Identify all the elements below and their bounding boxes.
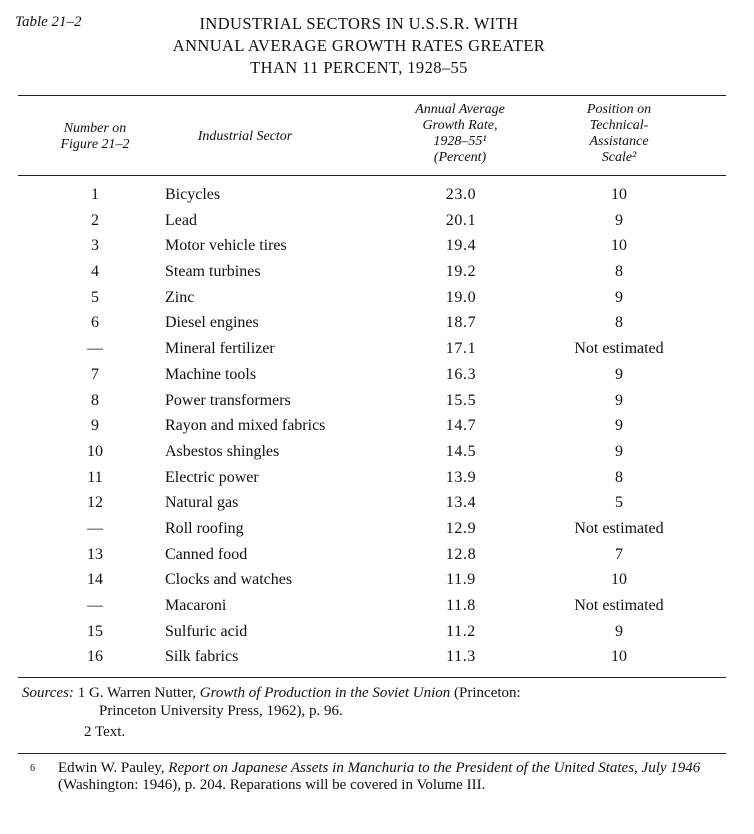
row-position: 9 bbox=[615, 443, 623, 460]
title-line-3: THAN 11 PERCENT, 1928–55 bbox=[250, 58, 468, 77]
row-sector: Machine tools bbox=[165, 366, 257, 383]
table-row bbox=[0, 208, 754, 234]
row-sector: Silk fabrics bbox=[165, 648, 239, 665]
footnote-text bbox=[58, 760, 730, 794]
table-row bbox=[0, 542, 754, 568]
row-number: — bbox=[87, 597, 103, 614]
sources-label: Sources: bbox=[22, 685, 74, 701]
header-sector: Industrial Sector bbox=[197, 129, 293, 144]
row-position: Not estimated bbox=[574, 597, 664, 614]
row-rate: 11.3 bbox=[446, 648, 476, 665]
header-number-line: Figure 21–2 bbox=[60, 137, 130, 152]
header-rate-line: (Percent) bbox=[433, 150, 487, 165]
row-rate: 12.9 bbox=[445, 520, 477, 537]
row-number: 10 bbox=[87, 443, 103, 460]
row-number: 4 bbox=[91, 263, 99, 280]
row-rate: 20.1 bbox=[445, 212, 477, 229]
row-sector: Motor vehicle tires bbox=[165, 237, 287, 254]
table-row bbox=[0, 465, 754, 491]
row-position: 9 bbox=[615, 392, 623, 409]
row-number: — bbox=[87, 340, 103, 357]
header-position-line: Assistance bbox=[589, 134, 649, 149]
table-row bbox=[0, 644, 754, 670]
row-number: 13 bbox=[87, 546, 103, 563]
source-1-pub-a: (Princeton: bbox=[454, 685, 521, 701]
row-rate: 23.0 bbox=[445, 186, 477, 203]
row-rate: 16.3 bbox=[445, 366, 477, 383]
source-1-title: Growth of Production in the Soviet Union bbox=[199, 685, 451, 701]
row-sector: Mineral fertilizer bbox=[165, 340, 275, 357]
header-position-line: Scale² bbox=[601, 150, 637, 165]
header-rate bbox=[385, 102, 535, 166]
row-position: 9 bbox=[615, 417, 623, 434]
row-rate: 14.7 bbox=[445, 417, 477, 434]
row-position: 10 bbox=[611, 571, 627, 588]
row-number: 1 bbox=[91, 186, 99, 203]
source-1 bbox=[22, 684, 732, 702]
table-row bbox=[0, 567, 754, 593]
source-1-number: 1 bbox=[77, 685, 86, 701]
source-1-continued: Princeton University Press, 1962), p. 96. bbox=[99, 703, 343, 719]
row-number: 8 bbox=[91, 392, 99, 409]
row-position: 8 bbox=[615, 263, 623, 280]
table-row bbox=[0, 233, 754, 259]
row-number: 15 bbox=[87, 623, 103, 640]
header-position-line: Position on bbox=[586, 102, 652, 117]
row-position: 8 bbox=[615, 469, 623, 486]
row-number: 2 bbox=[91, 212, 99, 229]
row-number: — bbox=[87, 520, 103, 537]
row-sector: Diesel engines bbox=[165, 314, 259, 331]
row-rate: 13.4 bbox=[445, 494, 477, 511]
row-sector: Power transformers bbox=[165, 392, 291, 409]
source-2 bbox=[22, 723, 732, 741]
table-row bbox=[0, 285, 754, 311]
title-line-1: INDUSTRIAL SECTORS IN U.S.S.R. WITH bbox=[199, 14, 519, 33]
header-position bbox=[540, 102, 698, 166]
row-position: 10 bbox=[611, 186, 627, 203]
footnote-author: Edwin W. Pauley, bbox=[58, 760, 165, 776]
row-number: 3 bbox=[91, 237, 99, 254]
row-rate: 17.1 bbox=[445, 340, 477, 357]
table-row bbox=[0, 593, 754, 619]
footnote-rest: (Washington: 1946), p. 204. Reparations will be covered in Volume III. bbox=[58, 777, 486, 793]
row-position: 9 bbox=[615, 366, 623, 383]
row-position: 9 bbox=[615, 212, 623, 229]
table-row bbox=[0, 619, 754, 645]
header-rate-line: Growth Rate, bbox=[422, 118, 498, 133]
header-number-line: Number on bbox=[63, 121, 127, 136]
row-position: 7 bbox=[615, 546, 623, 563]
table-row bbox=[0, 490, 754, 516]
table-label: Table 21–2 bbox=[15, 14, 82, 30]
table-row bbox=[0, 516, 754, 542]
title-line-2: ANNUAL AVERAGE GROWTH RATES GREATER bbox=[172, 36, 546, 55]
header-number bbox=[40, 121, 150, 153]
row-rate: 19.2 bbox=[445, 263, 477, 280]
footnote-title: Report on Japanese Assets in Manchuria to the President of the United States, July 1946 bbox=[168, 760, 701, 776]
row-rate: 14.5 bbox=[445, 443, 477, 460]
footnote-rule bbox=[18, 753, 726, 754]
row-position: 5 bbox=[615, 494, 623, 511]
row-sector: Electric power bbox=[165, 469, 259, 486]
row-position: 9 bbox=[615, 623, 623, 640]
header-position-line: Technical- bbox=[589, 118, 649, 133]
row-rate: 13.9 bbox=[445, 469, 477, 486]
footnote-mark: 6 bbox=[30, 763, 35, 774]
row-rate: 12.8 bbox=[445, 546, 477, 563]
row-rate: 19.0 bbox=[445, 289, 477, 306]
source-1-author: G. Warren Nutter, bbox=[88, 685, 196, 701]
table-row bbox=[0, 413, 754, 439]
top-rule bbox=[18, 95, 726, 96]
row-rate: 11.9 bbox=[446, 571, 476, 588]
row-position: 10 bbox=[611, 648, 627, 665]
row-position: 9 bbox=[615, 289, 623, 306]
sources-note bbox=[22, 684, 732, 741]
row-sector: Sulfuric acid bbox=[165, 623, 248, 640]
row-number: 14 bbox=[87, 571, 103, 588]
row-sector: Steam turbines bbox=[165, 263, 261, 280]
row-number: 11 bbox=[87, 469, 103, 486]
source-2-text: Text. bbox=[94, 724, 126, 740]
row-number: 16 bbox=[87, 648, 103, 665]
table-row bbox=[0, 439, 754, 465]
table-row bbox=[0, 388, 754, 414]
table-row bbox=[0, 336, 754, 362]
header-rate-line: 1928–55¹ bbox=[433, 134, 487, 149]
table-title bbox=[120, 13, 598, 79]
row-number: 5 bbox=[91, 289, 99, 306]
row-number: 6 bbox=[91, 314, 99, 331]
row-sector: Asbestos shingles bbox=[165, 443, 280, 460]
row-sector: Canned food bbox=[165, 546, 248, 563]
table-row bbox=[0, 310, 754, 336]
row-sector: Clocks and watches bbox=[165, 571, 293, 588]
table-row bbox=[0, 182, 754, 208]
row-sector: Roll roofing bbox=[165, 520, 244, 537]
row-number: 12 bbox=[87, 494, 103, 511]
header-rate-line: Annual Average bbox=[415, 102, 505, 117]
bottom-rule bbox=[18, 677, 726, 678]
row-position: 8 bbox=[615, 314, 623, 331]
row-position: Not estimated bbox=[574, 340, 664, 357]
row-number: 9 bbox=[91, 417, 99, 434]
row-sector: Natural gas bbox=[165, 494, 239, 511]
row-sector: Macaroni bbox=[165, 597, 227, 614]
row-rate: 19.4 bbox=[445, 237, 477, 254]
row-position: 10 bbox=[611, 237, 627, 254]
row-rate: 18.7 bbox=[445, 314, 477, 331]
row-number: 7 bbox=[91, 366, 99, 383]
row-sector: Rayon and mixed fabrics bbox=[165, 417, 326, 434]
table-row bbox=[0, 362, 754, 388]
source-2-number: 2 bbox=[84, 724, 92, 740]
header-rule bbox=[18, 175, 726, 176]
row-sector: Zinc bbox=[165, 289, 195, 306]
row-rate: 15.5 bbox=[445, 392, 477, 409]
row-rate: 11.2 bbox=[446, 623, 476, 640]
row-sector: Bicycles bbox=[165, 186, 221, 203]
row-rate: 11.8 bbox=[446, 597, 476, 614]
row-sector: Lead bbox=[165, 212, 197, 229]
table-row bbox=[0, 259, 754, 285]
row-position: Not estimated bbox=[574, 520, 664, 537]
